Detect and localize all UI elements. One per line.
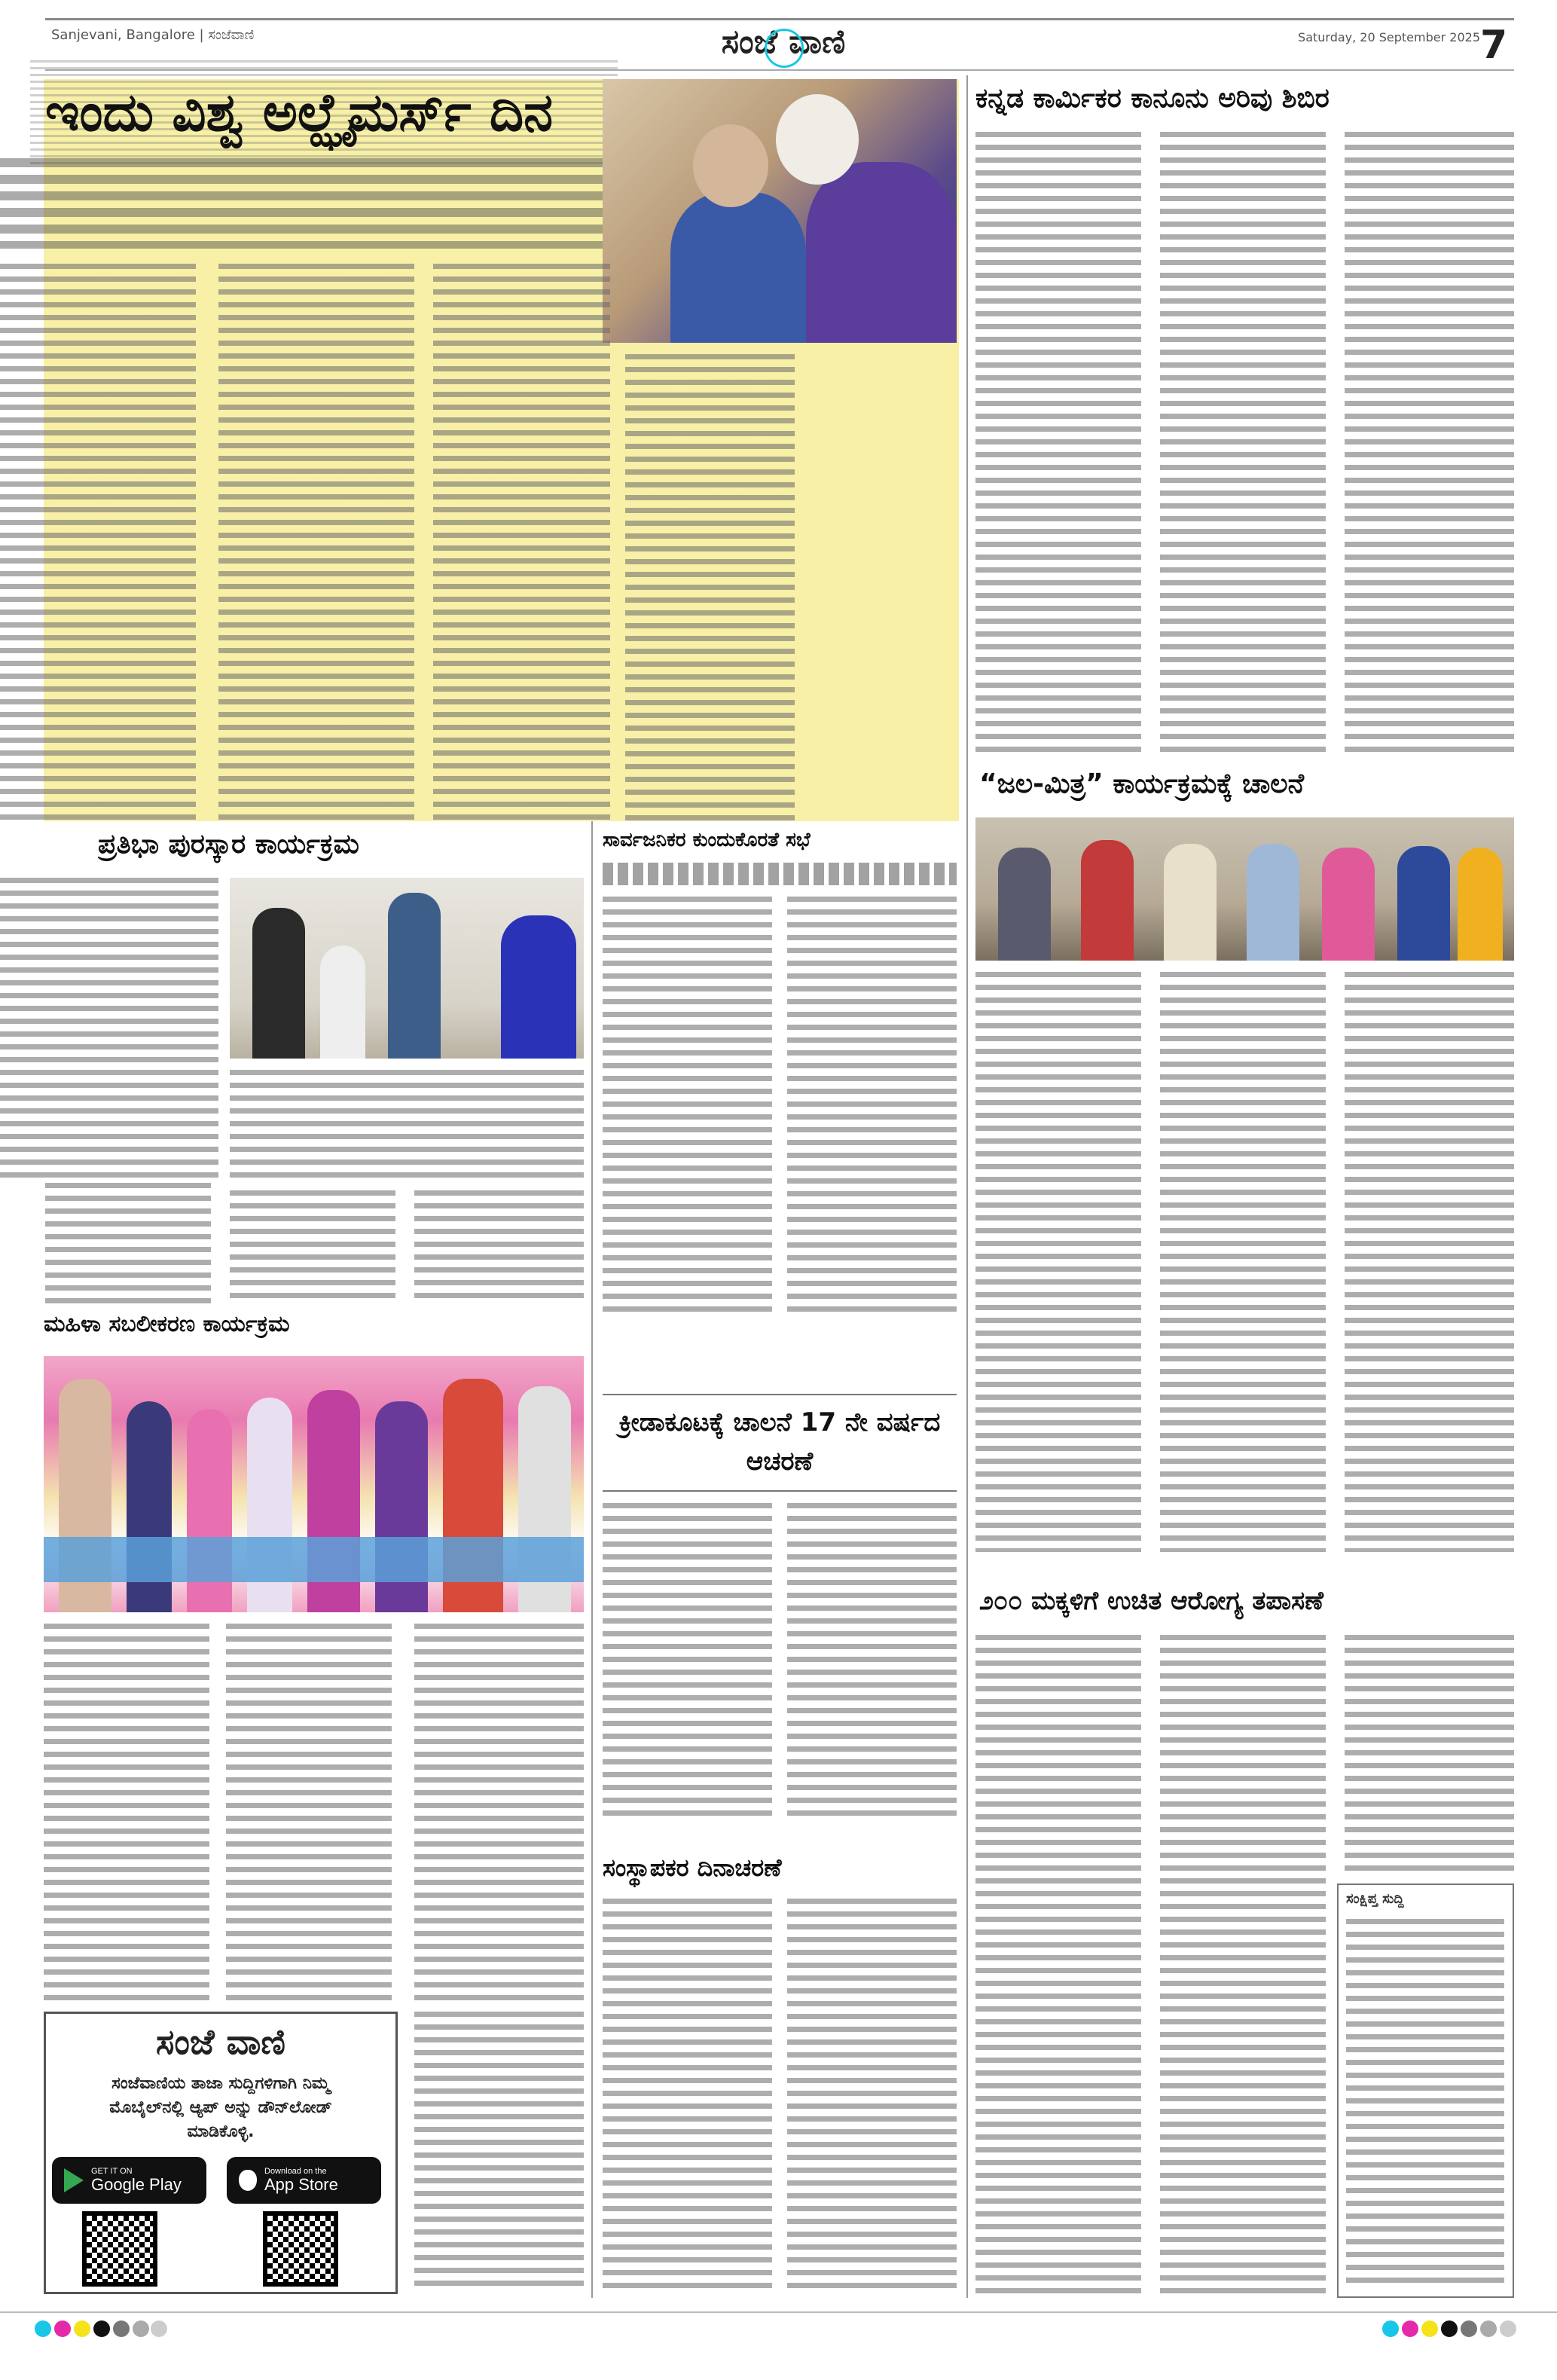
brief-box: [1337, 1884, 1514, 2298]
photo-face-left: [693, 124, 768, 207]
header-date: Saturday, 20 September 2025: [1298, 30, 1480, 44]
reg-mark-cyan-right: [1382, 2320, 1399, 2337]
top-right-col-1: [975, 132, 1141, 757]
header-top-rule: [45, 18, 1514, 20]
reg-mark-magenta-right: [1402, 2320, 1418, 2337]
person-1: [998, 848, 1051, 961]
mid-person-3: [388, 893, 441, 1059]
lower-center-col-2: [787, 1503, 957, 1819]
mid-right-col-2: [1160, 972, 1326, 1552]
lower-left-headline: ಮಹಿಳಾ ಸಬಲೀಕರಣ ಕಾರ್ಯಕ್ರಮ: [44, 1311, 290, 1337]
app-promo-box: [44, 2012, 398, 2294]
mid-left-photo: [230, 878, 584, 1059]
mid-center-col-1: [603, 897, 772, 1318]
promo-line-1: ಸಂಜೆವಾಣಿಯ ತಾಜಾ ಸುದ್ದಿಗಳಿಗಾಗಿ ನಿಮ್ಮ: [111, 2074, 330, 2093]
google-play-label: Google Play: [91, 2174, 182, 2194]
top-right-headline: ಕನ್ನಡ ಕಾರ್ಮಿಕರ ಕಾನೂನು ಅರಿವು ಶಿಬಿರ: [975, 83, 1330, 114]
right-section-divider: [966, 75, 968, 2298]
mid-center-col-2: [787, 897, 957, 1318]
lower-center-headline: ಕ್ರೀಡಾಕೂಟಕ್ಕೆ ಚಾಲನೆ 17 ನೇ ವರ್ಷದ ಆಚರಣೆ: [618, 1407, 941, 1477]
mid-person-4: [501, 915, 576, 1059]
lower-left-col-3b: [414, 2012, 584, 2290]
mid-left-col-1b: [45, 1183, 211, 1303]
mid-left-headline: ಪ್ರತಿಭಾ ಪುರಸ್ಕಾರ ಕಾರ್ಯಕ್ರಮ: [98, 829, 359, 860]
mid-center-headline: ಸಾರ್ವಜನಿಕರ ಕುಂದುಕೊರತೆ ಸಭೆ: [603, 829, 811, 851]
reg-mark-gray2-left: [133, 2320, 149, 2337]
person-4: [1247, 844, 1299, 961]
lead-headline: ಇಂದು ವಿಶ್ವ ಅಲ್ಝೈಮರ್ಸ್ ದಿನ: [45, 81, 553, 143]
app-store-button[interactable]: [227, 2157, 381, 2204]
lower-center-head-box: [603, 1394, 957, 1492]
lead-subheadline: [0, 158, 603, 249]
lower-left-photo: [44, 1356, 584, 1612]
globe-icon: [765, 29, 804, 68]
lower-right-col-3: [1345, 1635, 1514, 1876]
person-2: [1081, 840, 1134, 961]
center-divider: [591, 821, 593, 2298]
footer-rule: [0, 2311, 1557, 2313]
jalamitra-photo: [975, 817, 1514, 961]
promo-line-2: ಮೊಬೈಲ್‌ನಲ್ಲಿ ಆ್ಯಪ್ ಅನ್ನು ಡೌನ್‌ಲೋಡ್: [109, 2098, 332, 2117]
reg-mark-gray2-right: [1480, 2320, 1497, 2337]
lower-left-col-3: [414, 1624, 584, 2000]
reg-mark-gray1-right: [1461, 2320, 1477, 2337]
masthead-title: ಸಂಜೆ ವಾಣಿ: [721, 23, 846, 61]
person-6: [1397, 846, 1450, 961]
photo-figure-left: [670, 192, 806, 343]
page-number: 7: [1480, 23, 1508, 68]
brief-box-title: ಸಂಕ್ಷಿಪ್ತ ಸುದ್ದಿ: [1346, 1891, 1404, 1907]
qr-code-apple[interactable]: [263, 2211, 338, 2287]
lower-right-col-1: [975, 1635, 1141, 2298]
play-store-icon: [64, 2168, 84, 2192]
mid-right-col-3: [1345, 972, 1514, 1552]
lead-col-2: [218, 264, 414, 821]
lower-left-col-1: [44, 1624, 209, 2000]
lower-center-col-1: [603, 1503, 772, 1819]
person-7: [1458, 848, 1503, 961]
top-right-col-2: [1160, 132, 1326, 757]
top-right-col-3: [1345, 132, 1514, 757]
reg-mark-gray3-left: [151, 2320, 167, 2337]
promo-line-3: ಮಾಡಿಕೊಳ್ಳಿ.: [187, 2122, 255, 2141]
reg-mark-black-left: [93, 2320, 110, 2337]
lead-photo: [603, 79, 957, 343]
person-5: [1322, 848, 1375, 961]
lower-right-headline: ೨೦೦ ಮಕ್ಕಳಿಗೆ ಉಚಿತ ಆರೋಗ್ಯ ತಪಾಸಣೆ: [979, 1586, 1323, 1616]
google-play-button[interactable]: [52, 2157, 206, 2204]
photo-figure-right: [806, 162, 957, 343]
photo-face-right: [776, 94, 859, 185]
bottom-center-col-2: [787, 1899, 957, 2290]
mid-left-col-2: [230, 1070, 584, 1183]
header-left-strap: Sanjevani, Bangalore | ಸಂಜೆವಾಣಿ: [51, 27, 255, 43]
promo-masthead: ಸಂಜೆ ವಾಣಿ: [156, 2021, 285, 2062]
bottom-center-headline: ಸಂಸ್ಥಾಪಕರ ದಿನಾಚರಣೆ: [603, 1853, 782, 1882]
reg-mark-black-right: [1441, 2320, 1458, 2337]
app-store-small: Download on the: [264, 2166, 327, 2176]
reg-mark-gray1-left: [113, 2320, 130, 2337]
mid-person-2: [320, 946, 365, 1059]
stage-table: [44, 1537, 584, 1582]
mid-right-headline: “ಜಲ-ಮಿತ್ರ” ಕಾರ್ಯಕ್ರಮಕ್ಕೆ ಚಾಲನೆ: [979, 768, 1305, 799]
lower-right-col-2: [1160, 1635, 1326, 2298]
qr-code-google[interactable]: [82, 2211, 157, 2287]
mid-center-subhead: [603, 863, 957, 885]
apple-icon: [239, 2170, 257, 2191]
brief-box-text: [1346, 1919, 1504, 2288]
reg-mark-cyan-left: [35, 2320, 51, 2337]
lead-col-4: [625, 354, 795, 821]
mid-left-col-1: [0, 878, 218, 1179]
lower-left-col-2: [226, 1624, 392, 2000]
reg-mark-gray3-right: [1500, 2320, 1516, 2337]
mid-left-col-4: [414, 1190, 584, 1303]
mid-person-1: [252, 908, 305, 1059]
mid-left-col-3: [230, 1190, 395, 1303]
reg-mark-yellow-right: [1421, 2320, 1438, 2337]
person-3: [1164, 844, 1217, 961]
bottom-center-col-1: [603, 1899, 772, 2290]
lead-col-3: [433, 264, 610, 821]
app-store-label: App Store: [264, 2174, 338, 2194]
mid-right-col-1: [975, 972, 1141, 1552]
reg-mark-yellow-left: [74, 2320, 90, 2337]
reg-mark-magenta-left: [54, 2320, 71, 2337]
lead-col-1: [0, 264, 196, 821]
google-play-small: GET IT ON: [91, 2166, 133, 2176]
